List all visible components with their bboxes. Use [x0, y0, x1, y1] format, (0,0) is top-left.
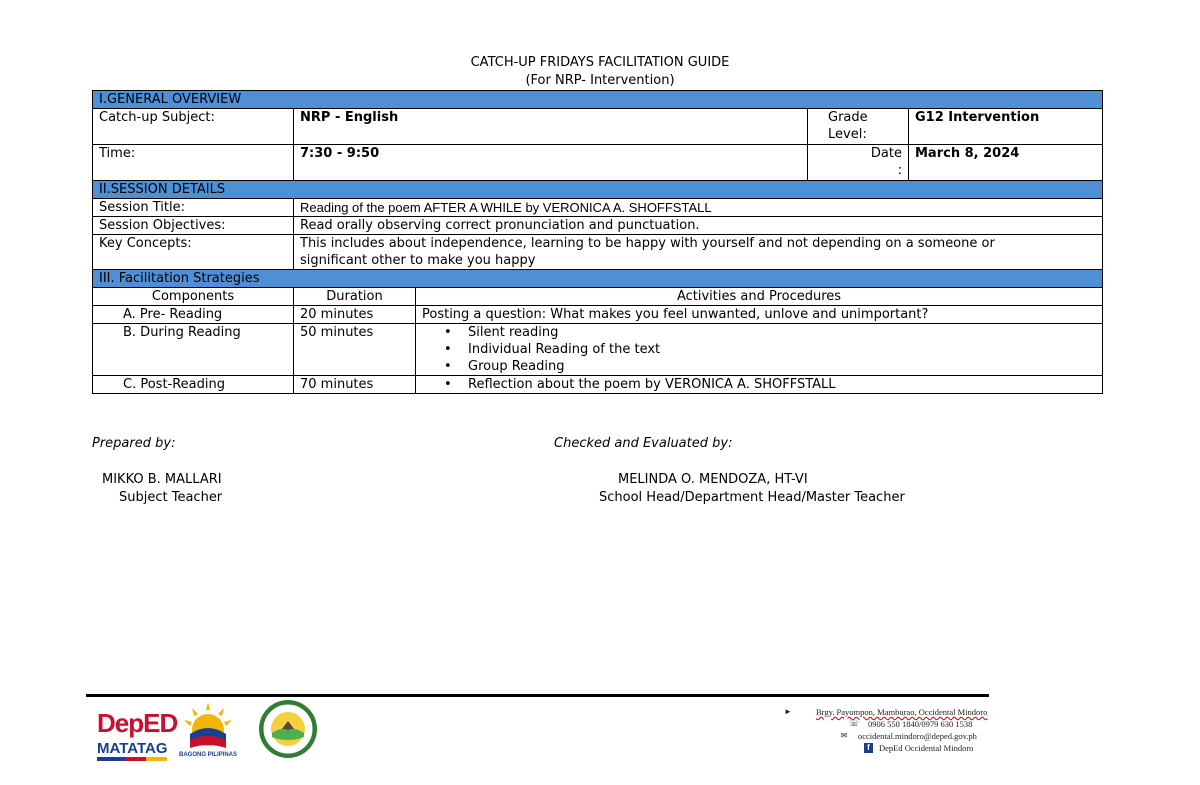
email-row: [836, 730, 987, 742]
activity-cell: [416, 376, 1103, 394]
prepared-by-name: MIKKO B. MALLARI: [102, 472, 222, 487]
facilitation-strategies-header: III. Facilitation Strategies: [93, 270, 1103, 288]
session-objectives-label: Session Objectives:: [93, 217, 294, 235]
grade-label-line1: Grade: [828, 110, 868, 125]
list-item: • Reflection about the poem by VERONICA A. SHOFFSTALL: [468, 376, 1096, 393]
component-cell: C. Post-Reading: [93, 376, 294, 394]
date-value: March 8, 2024: [909, 145, 1103, 181]
document-title: CATCH-UP FRIDAYS FACILITATION GUIDE: [470, 55, 730, 70]
location-icon: ►: [784, 707, 792, 716]
duration-cell: 50 minutes: [294, 324, 416, 376]
col-components-header: Components: [93, 288, 294, 306]
list-item: • Silent reading: [468, 324, 1096, 341]
prepared-by-label: Prepared by:: [92, 436, 176, 451]
matatag-stripe: [97, 757, 167, 761]
facebook-row: [864, 742, 987, 754]
session-title-label: Session Title:: [93, 199, 294, 217]
grade-label: [808, 109, 909, 145]
list-item: • Individual Reading of the text: [468, 341, 1096, 358]
component-cell: A. Pre- Reading: [93, 306, 294, 324]
prepared-by-role: Subject Teacher: [119, 490, 223, 505]
activity-cell: Posting a question: What makes you feel unwanted, unlove and unimportant?: [416, 306, 1103, 324]
facebook-text: DepEd Occidental Mindoro: [879, 743, 974, 753]
date-label: [808, 145, 909, 181]
phone-row: [846, 718, 987, 730]
col-activities-header: Activities and Procedures: [416, 288, 1103, 306]
phone-text: 0906 550 1840/0979 630 1538: [868, 719, 973, 729]
document-subtitle: (For NRP- Intervention): [525, 73, 675, 88]
deped-logo-text: DepED: [97, 708, 178, 738]
division-seal-logo: [258, 699, 318, 759]
key-concepts-line1: This includes about independence, learning to be happy with yourself and not depending on a someone or: [300, 236, 995, 251]
contact-info: [780, 706, 987, 754]
checked-by-label: Checked and Evaluated by:: [554, 436, 733, 451]
time-label: Time:: [93, 145, 294, 181]
address-text: Brgy. Payompon, Mamburao, Occidental Mindoro: [816, 707, 988, 717]
address-row: [780, 706, 987, 718]
grade-value: G12 Intervention: [909, 109, 1103, 145]
duration-cell: 20 minutes: [294, 306, 416, 324]
email-text: occidental.mindoro@deped.gov.ph: [858, 731, 977, 741]
phone-icon: ☏: [848, 719, 859, 728]
key-concepts-label: Key Concepts:: [93, 235, 294, 270]
matatag-logo-text: MATATAG: [97, 740, 168, 757]
footer-divider: [86, 694, 989, 697]
table-row: [93, 306, 1103, 324]
date-label-line1: Date: [870, 146, 902, 161]
checked-by-name: MELINDA O. MENDOZA, HT-VI: [618, 472, 808, 487]
facilitation-guide-table: [92, 90, 1103, 394]
session-objectives-value: Read orally observing correct pronunciation and punctuation.: [294, 217, 1103, 235]
component-cell: B. During Reading: [93, 324, 294, 376]
col-duration-header: Duration: [294, 288, 416, 306]
email-icon: ✉: [840, 731, 848, 740]
facebook-icon: f: [864, 743, 873, 753]
duration-cell: 70 minutes: [294, 376, 416, 394]
session-title-value: Reading of the poem AFTER A WHILE by VERONICA A. SHOFFSTALL: [294, 199, 1103, 217]
table-row: [93, 324, 1103, 376]
general-overview-header: I.GENERAL OVERVIEW: [93, 91, 1103, 109]
activity-cell: [416, 324, 1103, 376]
checked-by-role: School Head/Department Head/Master Teacher: [599, 490, 905, 505]
subject-value: NRP - English: [294, 109, 808, 145]
bagong-pilipinas-logo: [180, 700, 236, 752]
list-item: • Group Reading: [468, 358, 1096, 375]
table-row: [93, 376, 1103, 394]
grade-label-line2: Level:: [828, 127, 867, 142]
time-value: 7:30 - 9:50: [294, 145, 808, 181]
key-concepts-value: [294, 235, 1103, 270]
bagong-pilipinas-text: BAGONG PILIPINAS: [179, 752, 238, 758]
session-details-header: II.SESSION DETAILS: [93, 181, 1103, 199]
subject-label: Catch-up Subject:: [93, 109, 294, 145]
key-concepts-line2: significant other to make you happy: [300, 253, 536, 268]
date-label-line2: :: [897, 163, 902, 178]
